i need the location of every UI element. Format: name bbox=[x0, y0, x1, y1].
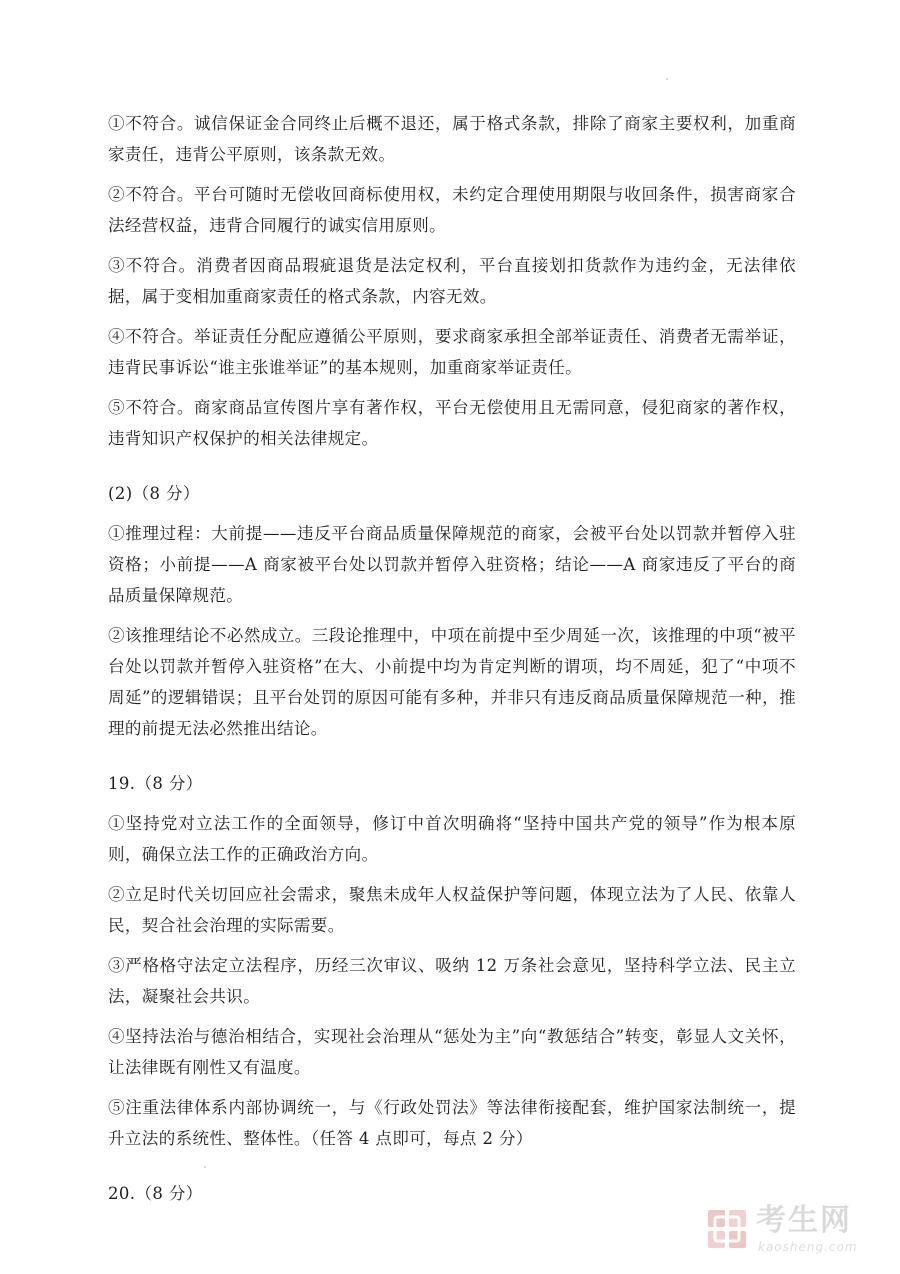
answer-18-2-item-1: ①推理过程：大前提——违反平台商品质量保障规范的商家，会被平台处以罚款并暂停入驻资格；小前提——A 商家被平台处以罚款并暂停入驻资格；结论——A 商家违反了平台的商品质量保障规范。 bbox=[108, 524, 796, 605]
watermark bbox=[706, 1202, 876, 1262]
answer-18-1-item-3: ③不符合。消费者因商品瑕疵退货是法定权利，平台直接划扣货款作为违约金，无法律依据，属于变相加重商家责任的格式条款，内容无效。 bbox=[108, 256, 796, 306]
question-20-heading: 20.（8 分） bbox=[108, 1184, 203, 1203]
question-18-2-heading: (2)（8 分） bbox=[108, 484, 200, 503]
answer-19-item-1: ①坚持党对立法工作的全面领导，修订中首次明确将“坚持中国共产党的领导”作为根本原则，确保立法工作的正确政治方向。 bbox=[108, 814, 796, 864]
answer-19-item-4: ④坚持法治与德治相结合，实现社会治理从“惩处为主”向“教惩结合”转变，彰显人文关怀，让法律既有刚性又有温度。 bbox=[108, 1027, 796, 1077]
answer-18-1-item-4: ④不符合。举证责任分配应遵循公平原则，要求商家承担全部举证责任、消费者无需举证，违背民事诉讼“谁主张谁举证”的基本规则，加重商家举证责任。 bbox=[108, 327, 796, 377]
watermark-url: kaosheng.com bbox=[758, 1240, 858, 1254]
answer-18-2-item-2: ②该推理结论不必然成立。三段论推理中，中项在前提中至少周延一次，该推理的中项“被平台处以罚款并暂停入驻资格”在大、小前提中均为肯定判断的谓项，均不周延，犯了“中项不周延”的逻辑错误；且平台处罚的原因可能有多种，并非只有违反商品质量保障规范一种，推理的前提无法必然推出结论。 bbox=[108, 626, 796, 738]
scan-speck bbox=[204, 1166, 206, 1168]
answer-18-1-item-5: ⑤不符合。商家商品宣传图片享有著作权，平台无偿使用且无需同意，侵犯商家的著作权，违背知识产权保护的相关法律规定。 bbox=[108, 398, 796, 448]
question-19-heading: 19.（8 分） bbox=[108, 774, 203, 793]
scan-speck bbox=[666, 78, 668, 80]
watermark-name: 考生网 bbox=[756, 1203, 852, 1238]
answer-content bbox=[108, 108, 796, 1218]
answer-19-item-2: ②立足时代关切回应社会需求，聚焦未成年人权益保护等问题，体现立法为了人民、依靠人民，契合社会治理的实际需要。 bbox=[108, 885, 796, 935]
answer-18-1-item-1: ①不符合。诚信保证金合同终止后概不退还，属于格式条款，排除了商家主要权利，加重商家责任，违背公平原则，该条款无效。 bbox=[108, 114, 796, 164]
answer-19-item-3: ③严格格守法定立法程序，历经三次审议、吸纳 12 万条社会意见，坚持科学立法、民主立法，凝聚社会共识。 bbox=[108, 956, 796, 1006]
answer-19-item-5: ⑤注重法律体系内部协调统一，与《行政处罚法》等法律衔接配套，维护国家法制统一，提升立法的系统性、整体性。（任答 4 点即可，每点 2 分） bbox=[108, 1098, 796, 1148]
watermark-logo-icon bbox=[706, 1208, 750, 1252]
answer-18-1-item-2: ②不符合。平台可随时无偿收回商标使用权，未约定合理使用期限与收回条件，损害商家合法经营权益，违背合同履行的诚实信用原则。 bbox=[108, 185, 796, 235]
